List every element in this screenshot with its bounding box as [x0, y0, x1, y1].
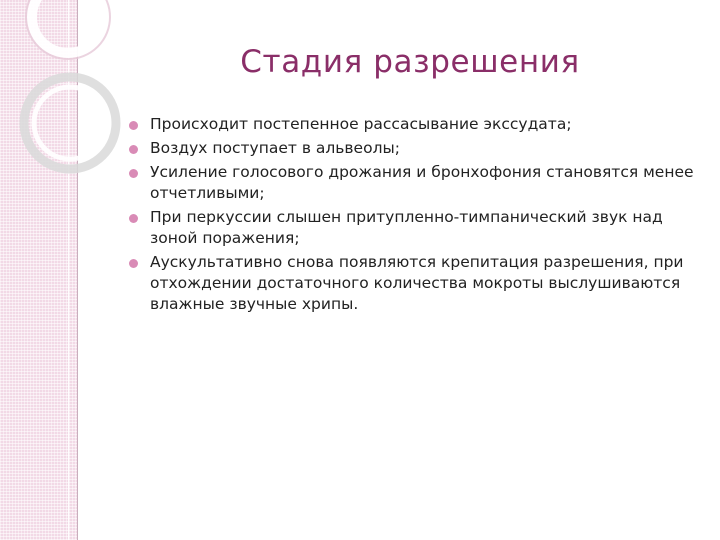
- bullet-text: Воздух поступает в альвеолы;: [150, 139, 400, 157]
- bullet-item: [126, 207, 700, 249]
- decorative-circles: [0, 0, 130, 200]
- bullet-item: [126, 114, 700, 135]
- slide-title: Стадия разрешения: [240, 44, 580, 80]
- bullet-dot-icon: [129, 214, 138, 223]
- bullet-text: Аускультативно снова появляются крепитация разрешения, при отхождении достаточного количества мокроты выслушиваются влажные звучные хрипы.: [150, 253, 684, 313]
- bullet-item: [126, 138, 700, 159]
- bullet-dot-icon: [129, 259, 138, 268]
- bullet-list: [126, 114, 700, 318]
- bullet-item: [126, 162, 700, 204]
- bullet-text: Усиление голосового дрожания и бронхофония становятся менее отчетливыми;: [150, 163, 694, 202]
- bullet-text: Происходит постепенное рассасывание экссудата;: [150, 115, 572, 133]
- bullet-dot-icon: [129, 169, 138, 178]
- bullet-dot-icon: [129, 121, 138, 130]
- bullet-text: При перкуссии слышен притупленно-тимпанический звук над зоной поражения;: [150, 208, 663, 247]
- bullet-dot-icon: [129, 145, 138, 154]
- bullet-item: [126, 252, 700, 315]
